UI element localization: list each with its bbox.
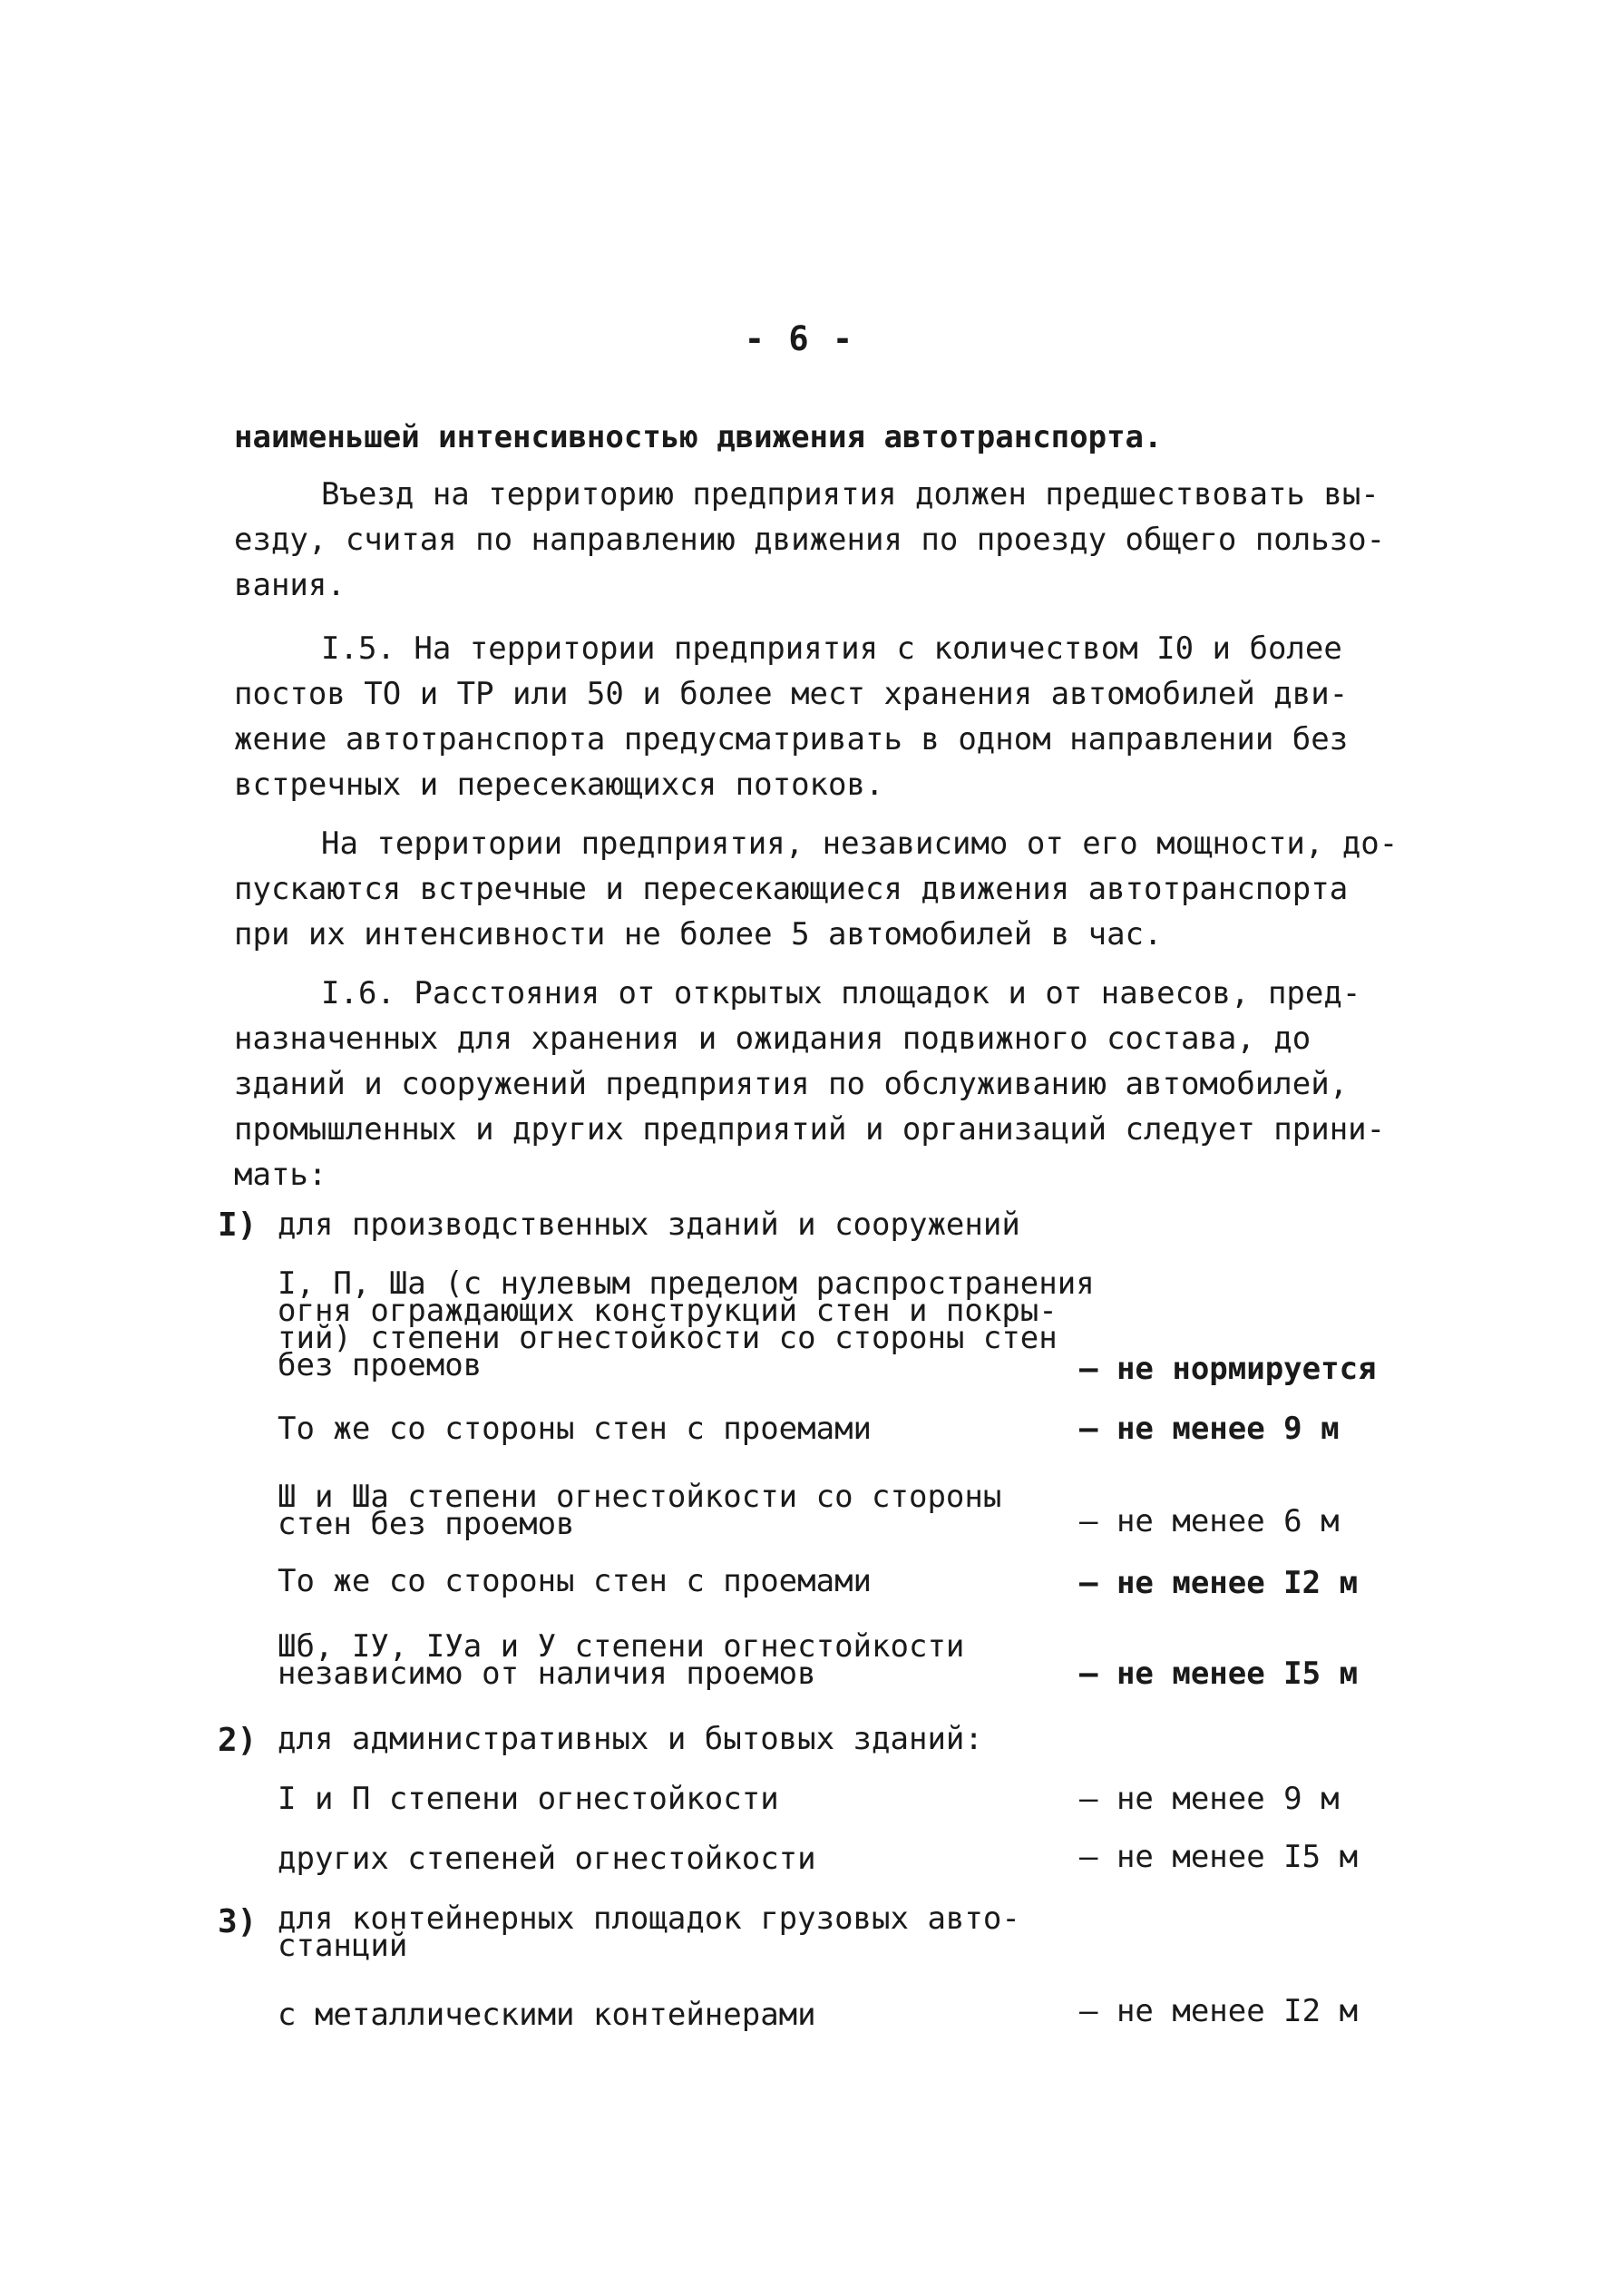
paragraph-line: пускаются встречные и пересекающиеся движения автотранспорта (234, 871, 1349, 907)
paragraph-1-5 (234, 626, 1386, 807)
distance-row-label: I и П степени огнестойкости (278, 1781, 779, 1817)
paragraph-entry (234, 472, 1386, 608)
list-item-text: для административных и бытовых зданий: (278, 1721, 983, 1757)
distance-row-label: Ш и Шa степени огнестойкости со стороны стен без проемов (278, 1479, 1002, 1542)
distance-row-label: То же со стороны стен с проемами (278, 1563, 873, 1599)
paragraph-line: жение автотранспорта предусматривать в одном направлении без (234, 721, 1349, 757)
distance-row-value: – не менее I2 м (1079, 1993, 1359, 2029)
list-item-text: для производственных зданий и сооружений (278, 1207, 1020, 1243)
distance-row-label: То же со стороны стен с проемами (278, 1411, 873, 1447)
page-number: - 6 - (744, 319, 855, 358)
distance-row-label: I, П, Шa (с нулевым пределом распространения огня ограждающих конструкций стен и покры- тий) степени огнестойкости со стороны стен без проемов (278, 1265, 1095, 1383)
paragraph-line: I.6. Расстояния от открытых площадок и от навесов, пред- (321, 975, 1361, 1011)
intro-line: наименьшей интенсивностью движения автотранспорта. (234, 419, 1163, 455)
distance-row-value: – не менее I5 м (1079, 1656, 1359, 1692)
distance-row-value: – не менее I5 м (1079, 1839, 1359, 1875)
paragraph-line: зданий и сооружений предприятия по обслуживанию автомобилей, (234, 1066, 1349, 1102)
distance-row-value: – не нормируется (1079, 1351, 1377, 1387)
paragraph-allowed (234, 821, 1399, 957)
paragraph-line: езду, считая по направлению движения по проезду общего пользо- (234, 522, 1386, 558)
paragraph-line: мать: (234, 1157, 327, 1193)
distance-row-value: – не менее 9 м (1079, 1781, 1340, 1817)
distance-row-value: – не менее I2 м (1079, 1565, 1359, 1601)
paragraph-line: промышленных и других предприятий и организаций следует прини- (234, 1111, 1386, 1148)
paragraph-line: Въезд на территорию предприятия должен предшествовать вы- (321, 476, 1380, 513)
distance-row-value: – не менее 6 м (1079, 1503, 1340, 1539)
distance-row-value: – не менее 9 м (1079, 1411, 1340, 1447)
paragraph-line: вания. (234, 567, 346, 603)
list-number: 2) (218, 1722, 258, 1759)
paragraph-line: I.5. На территории предприятия с количеством I0 и более (321, 630, 1342, 667)
distance-row-label: Шб, IУ, IУа и У степени огнестойкости независимо от наличия проемов (278, 1628, 965, 1692)
paragraph-line: встречных и пересекающихся потоков. (234, 767, 884, 803)
paragraph-line: На территории предприятия, независимо от его мощности, до- (321, 826, 1399, 862)
distance-row-label: с металлическими контейнерами (278, 1997, 816, 2033)
paragraph-line: при их интенсивности не более 5 автомобилей в час. (234, 916, 1163, 953)
list-number: 3) (218, 1903, 258, 1940)
paragraph-line: назначенных для хранения и ожидания подвижного состава, до (234, 1021, 1311, 1057)
paragraph-1-6 (234, 971, 1386, 1197)
paragraph-line: постов ТО и ТР или 50 и более мест хранения автомобилей дви- (234, 676, 1349, 712)
list-item-text: для контейнерных площадок грузовых авто- станций (278, 1900, 1020, 1964)
list-number: I) (218, 1207, 258, 1244)
distance-row-label: других степеней огнестойкости (278, 1841, 816, 1877)
